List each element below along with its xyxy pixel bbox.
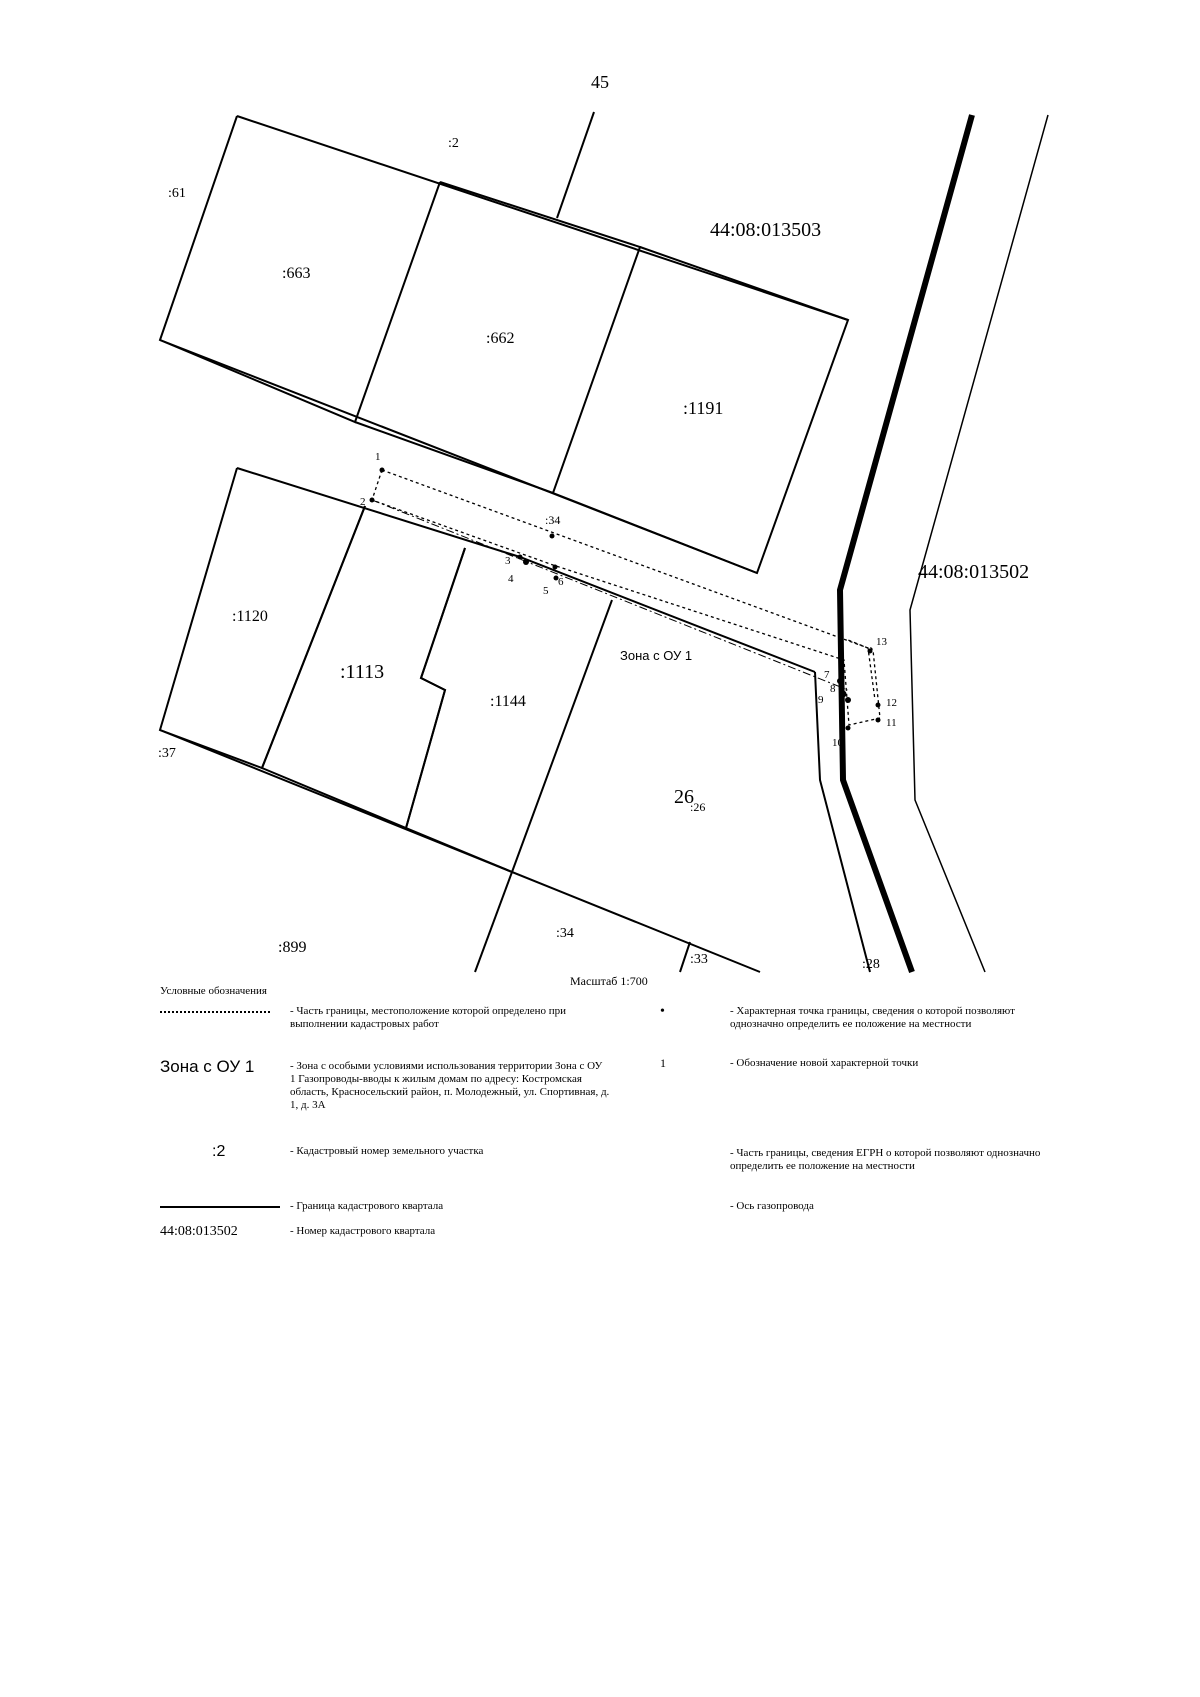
boundary-33-28 [680, 942, 690, 972]
boundary-34-33 [475, 872, 512, 972]
page-number: 45 [591, 72, 609, 92]
parcel-label: :1191 [683, 398, 724, 418]
parcel-label: 26 [674, 786, 694, 808]
parcel-label: :26 [690, 800, 706, 814]
solid-line-symbol [160, 1206, 280, 1208]
quarter-label: 44:08:013502 [918, 561, 1030, 583]
legend-item-egrn-boundary: - Часть границы, сведения ЕГРН о которой позволяют однозначно определить ее положение на местности [730, 1147, 1041, 1172]
parcel-label: :1113 [340, 661, 385, 683]
legend-item-quarter-boundary: - Граница кадастрового квартала [160, 1200, 640, 1220]
legend-item-new-point: 1 - Обозначение новой характерной точки [660, 1056, 919, 1070]
parcel-label: :662 [486, 330, 515, 347]
parcel-label: :33 [690, 952, 708, 967]
point-label: 7 [824, 669, 830, 681]
parcel-label: :28 [862, 957, 880, 972]
quarter-boundary-line [840, 115, 972, 972]
point-label: 2 [360, 496, 366, 508]
parcel-label: :663 [282, 265, 311, 282]
point-label: 8 [830, 683, 836, 695]
scale-label: Масштаб 1:700 [570, 974, 648, 988]
parcel-label: :34 [556, 926, 574, 941]
legend-item-zone: Зона с ОУ 1 - Зона с особыми условиями использования территории Зона с ОУ 1 Газопроводы-вводы к жилым домам по адресу: Костромская область, Красносельский район, п. Молодежный, ул. Спортивная, д. 1, д. 3А [160, 1057, 610, 1111]
point-label: 13 [876, 636, 887, 648]
parcel-boundary-1144 [406, 548, 612, 872]
parcel-label: :37 [158, 746, 176, 761]
parcel-label: :61 [168, 186, 186, 201]
legend-item-determined-boundary: - Часть границы, местоположение которой определено при выполнении кадастровых работ [160, 1005, 640, 1045]
parcel-label: :899 [278, 939, 307, 956]
point-label: 1 [375, 451, 381, 463]
point-label: 3 [505, 555, 511, 567]
parcel-label: :1120 [232, 608, 268, 625]
legend-item-parcel-number: :2 - Кадастровый номер земельного участка [212, 1143, 484, 1160]
legend-title: Условные обозначения [160, 985, 267, 997]
parcel-label: :1144 [490, 693, 526, 710]
point-label: 5 [543, 585, 549, 597]
point-label: 12 [886, 697, 897, 709]
point-label: 9 [818, 694, 824, 706]
point-label: 10 [832, 737, 843, 749]
parcel-label: :34 [545, 513, 561, 527]
zone-label: Зона с ОУ 1 [620, 648, 693, 663]
legend-item-gas-axis: - Ось газопровода [730, 1200, 814, 1212]
road-edge-right [910, 115, 1048, 972]
point-label: 6 [558, 576, 564, 588]
boundary-lower-top [237, 468, 815, 672]
dotted-line-symbol [160, 1011, 270, 1013]
point-label: 4 [508, 573, 514, 585]
legend-item-quarter-number: 44:08:013502 - Номер кадастрового квартала [160, 1224, 436, 1239]
gas-axis [372, 500, 848, 690]
boundary-2-line [557, 112, 594, 218]
quarter-label: 44:08:013503 [710, 219, 822, 241]
parcel-label: :2 [448, 136, 459, 151]
boundary-upper-top [237, 116, 848, 320]
boundary-lower-bottom [160, 730, 760, 972]
point-label: 11 [886, 717, 897, 729]
legend-item-characteristic-point: • - Характерная точка границы, сведения о которой позволяют однозначно определить ее положение на местности [660, 1004, 1015, 1030]
